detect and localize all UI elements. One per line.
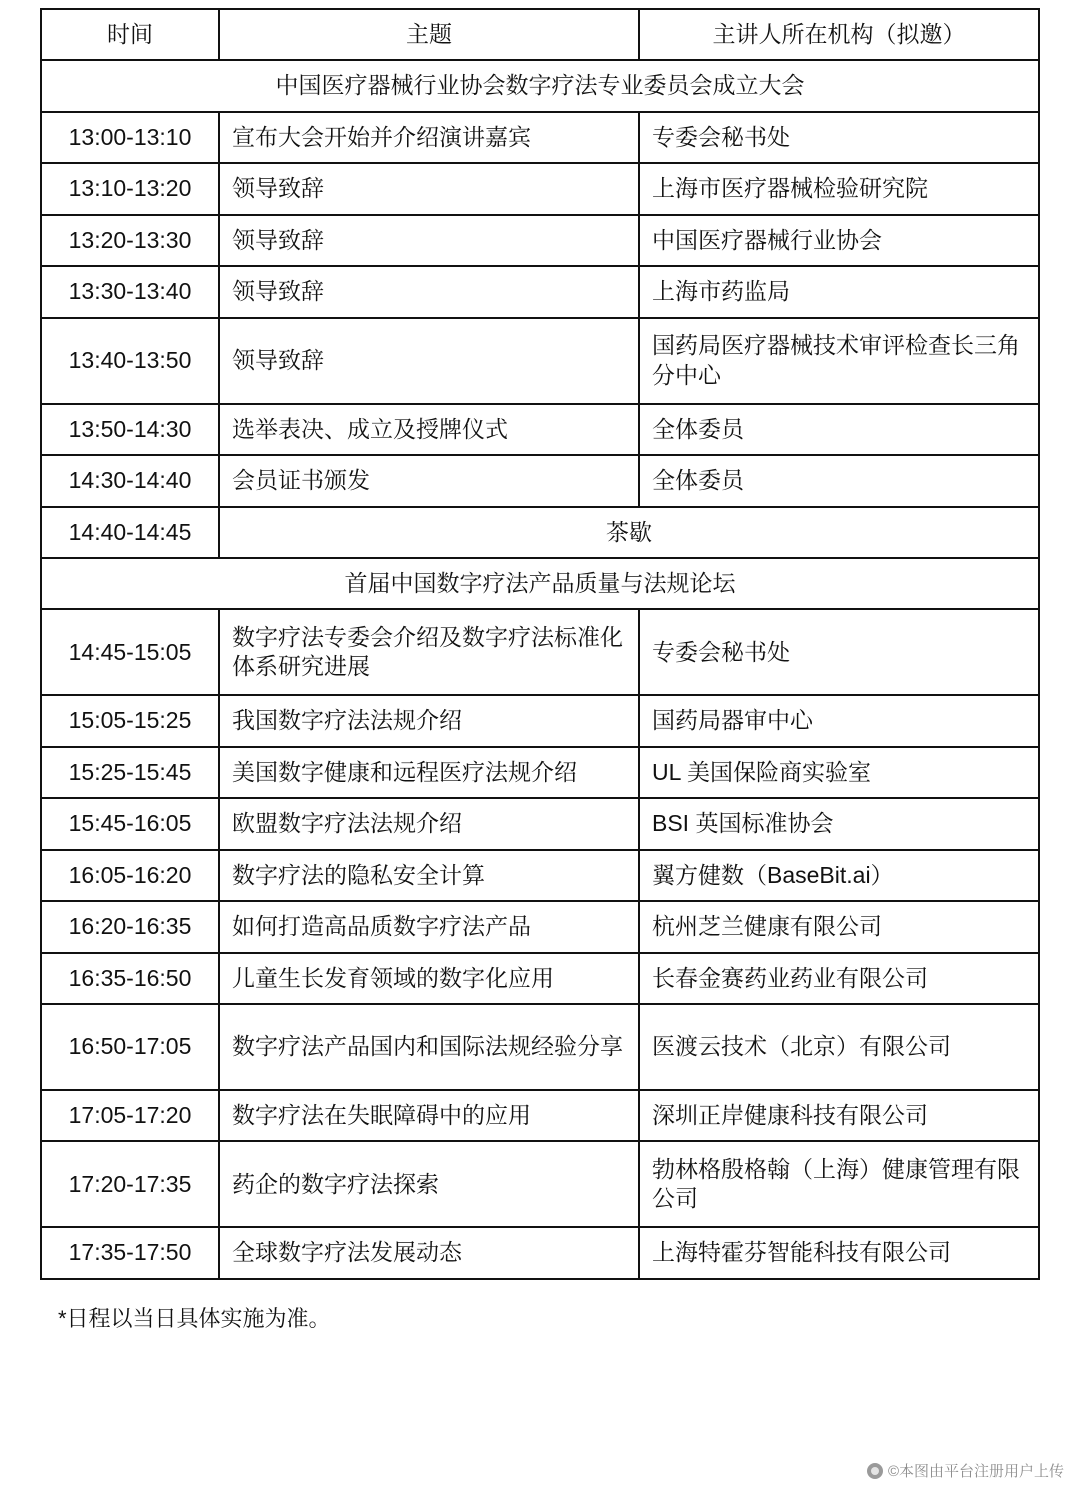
table-row (41, 1141, 1039, 1227)
row-org: 杭州芝兰健康有限公司 (639, 901, 1039, 952)
row-time: 14:45-15:05 (41, 609, 219, 695)
row-org: 全体委员 (639, 455, 1039, 506)
column-header-time: 时间 (41, 9, 219, 60)
row-time: 13:10-13:20 (41, 163, 219, 214)
table-row (41, 112, 1039, 163)
row-org: 国药局器审中心 (639, 695, 1039, 746)
row-topic: 领导致辞 (219, 215, 639, 266)
row-topic: 药企的数字疗法探索 (219, 1141, 639, 1227)
row-topic: 领导致辞 (219, 163, 639, 214)
row-org: BSI 英国标准协会 (639, 798, 1039, 849)
row-org: 深圳正岸健康科技有限公司 (639, 1090, 1039, 1141)
row-topic: 宣布大会开始并介绍演讲嘉宾 (219, 112, 639, 163)
row-org: 医渡云技术（北京）有限公司 (639, 1004, 1039, 1090)
row-time: 17:20-17:35 (41, 1141, 219, 1227)
row-time: 17:35-17:50 (41, 1227, 219, 1278)
row-topic: 全球数字疗法发展动态 (219, 1227, 639, 1278)
row-topic: 领导致辞 (219, 318, 639, 404)
watermark-text: ©本图由平台注册用户上传 (887, 1463, 1064, 1480)
agenda-table (40, 8, 1040, 1280)
column-header-topic: 主题 (219, 9, 639, 60)
row-org: 翼方健数（BaseBit.ai） (639, 850, 1039, 901)
table-row (41, 455, 1039, 506)
row-org: 专委会秘书处 (639, 609, 1039, 695)
row-topic: 数字疗法在失眠障碍中的应用 (219, 1090, 639, 1141)
table-row (41, 1090, 1039, 1141)
table-row-break (41, 507, 1039, 558)
table-row (41, 953, 1039, 1004)
table-row (41, 798, 1039, 849)
row-time: 13:50-14:30 (41, 404, 219, 455)
row-topic: 数字疗法专委会介绍及数字疗法标准化体系研究进展 (219, 609, 639, 695)
section-title: 中国医疗器械行业协会数字疗法专业委员会成立大会 (41, 60, 1039, 111)
table-row (41, 850, 1039, 901)
row-org: 专委会秘书处 (639, 112, 1039, 163)
row-org: 上海市药监局 (639, 266, 1039, 317)
row-topic: 会员证书颁发 (219, 455, 639, 506)
watermark (867, 1460, 1064, 1481)
row-org: UL 美国保险商实验室 (639, 747, 1039, 798)
table-row (41, 747, 1039, 798)
row-time: 14:40-14:45 (41, 507, 219, 558)
row-topic: 选举表决、成立及授牌仪式 (219, 404, 639, 455)
section-title-row (41, 558, 1039, 609)
row-time: 13:40-13:50 (41, 318, 219, 404)
row-org: 长春金赛药业药业有限公司 (639, 953, 1039, 1004)
row-time: 15:05-15:25 (41, 695, 219, 746)
row-org: 上海市医疗器械检验研究院 (639, 163, 1039, 214)
copyright-icon (867, 1463, 883, 1479)
row-time: 15:45-16:05 (41, 798, 219, 849)
row-time: 13:00-13:10 (41, 112, 219, 163)
table-row (41, 404, 1039, 455)
row-time: 16:05-16:20 (41, 850, 219, 901)
table-header-row (41, 9, 1039, 60)
row-topic: 美国数字健康和远程医疗法规介绍 (219, 747, 639, 798)
row-org: 上海特霍芬智能科技有限公司 (639, 1227, 1039, 1278)
row-time: 15:25-15:45 (41, 747, 219, 798)
row-org: 中国医疗器械行业协会 (639, 215, 1039, 266)
column-header-org: 主讲人所在机构（拟邀） (639, 9, 1039, 60)
table-row (41, 1227, 1039, 1278)
row-topic: 数字疗法产品国内和国际法规经验分享 (219, 1004, 639, 1090)
row-topic: 领导致辞 (219, 266, 639, 317)
row-topic: 我国数字疗法法规介绍 (219, 695, 639, 746)
row-span-label: 茶歇 (219, 507, 1039, 558)
table-row (41, 163, 1039, 214)
table-row (41, 695, 1039, 746)
row-topic: 如何打造高品质数字疗法产品 (219, 901, 639, 952)
row-topic: 欧盟数字疗法法规介绍 (219, 798, 639, 849)
row-time: 13:20-13:30 (41, 215, 219, 266)
row-topic: 数字疗法的隐私安全计算 (219, 850, 639, 901)
agenda-table-body (41, 9, 1039, 1279)
table-row (41, 901, 1039, 952)
row-time: 16:50-17:05 (41, 1004, 219, 1090)
row-org: 勃林格殷格翰（上海）健康管理有限公司 (639, 1141, 1039, 1227)
row-time: 16:20-16:35 (41, 901, 219, 952)
row-time: 13:30-13:40 (41, 266, 219, 317)
section-title-row (41, 60, 1039, 111)
table-row (41, 609, 1039, 695)
row-org: 国药局医疗器械技术审评检查长三角分中心 (639, 318, 1039, 404)
table-row (41, 318, 1039, 404)
row-time: 17:05-17:20 (41, 1090, 219, 1141)
section-title: 首届中国数字疗法产品质量与法规论坛 (41, 558, 1039, 609)
table-row (41, 1004, 1039, 1090)
table-row (41, 215, 1039, 266)
row-time: 14:30-14:40 (41, 455, 219, 506)
row-time: 16:35-16:50 (41, 953, 219, 1004)
row-org: 全体委员 (639, 404, 1039, 455)
table-row (41, 266, 1039, 317)
footnote: *日程以当日具体实施为准。 (58, 1305, 331, 1331)
row-topic: 儿童生长发育领域的数字化应用 (219, 953, 639, 1004)
